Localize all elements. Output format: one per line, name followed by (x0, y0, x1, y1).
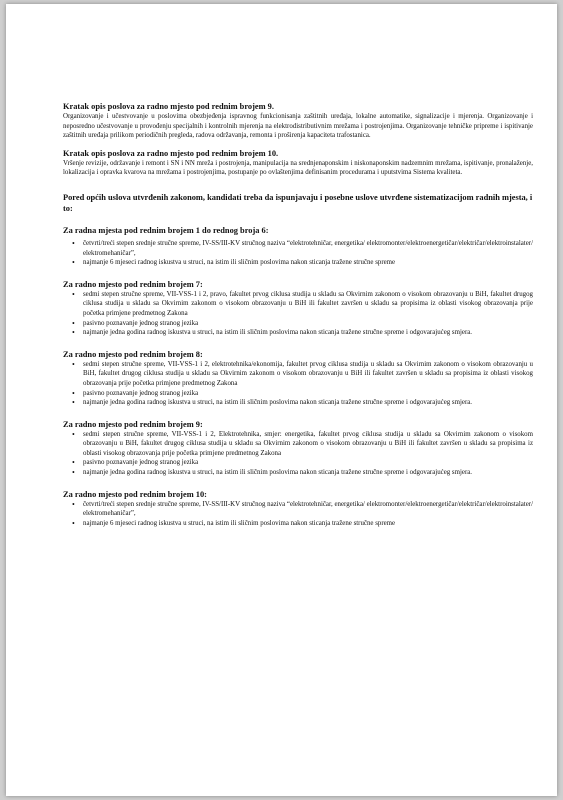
group-heading: Za radno mjesto pod rednim brojem 8: (63, 349, 203, 359)
list-item: • pasivno poznavanje jednog stranog jezika (83, 319, 533, 329)
section-text: Organizovanje i učestvovanje u poslovima obezbjeđenja ispravnog funkcionisanja zaštitnih uređaja, lokalne automatike, signalizacije i mjerenja. Organizovanje i neposredno učestvovanje u provođenju specijalnih i kontrolnih mjerenja na elektrodistributivnim mrežama i postrojenjima. Organizovanje tehničke pripreme i ispitivanje zaštitnih uređaja prilikom periodičnih pregleda, radova održavanja, remonta i proširenja kapaciteta trafostanica. (63, 113, 533, 140)
requirements-list (63, 290, 533, 338)
requirements-intro: Pored općih uslova utvrđenih zakonom, kandidati treba da ispunjavaju i posebne uslove utvrđene sistematizacijom radnih mjesta, i to: (63, 192, 533, 213)
section-text: Vršenje revizije, održavanje i remont i SN i NN mreža i postrojenja, manipulacija na srednjenaponskim i niskonaponskim nadzemnim mrežama, ispitivanje, pronalaženje, lokalizacija i opravka kvarova na mrežama i postrojenjima, postupanje po ovlaštenjima definisanim procedurama i uputstvima Sistema kvaliteta. (63, 159, 533, 177)
group-heading: Za radno mjesto pod rednim brojem 9: (63, 419, 203, 429)
document-body (63, 102, 533, 528)
requirements-list (63, 360, 533, 408)
list-item: • najmanje jedna godina radnog iskustva u struci, na istim ili sličnim poslovima nakon sticanja tražene stručne spreme i odgovarajućeg smjera. (83, 398, 533, 408)
section-heading: Kratak opis poslova za radno mjesto pod rednim brojem 9. (63, 102, 274, 111)
list-item: • najmanje jedna godina radnog iskustva u struci, na istim ili sličnim poslovima nakon sticanja tražene stručne spreme i odgovarajućeg smjera. (83, 468, 533, 478)
list-item: • četvrti/treći stepen srednje stručne spreme, IV-SS/III-KV stručnog naziva “elektrotehničar, energetika/ elektromonter/elektroenergetičar/električar/elektroinstalater/ elektromehaničar”, (83, 239, 533, 258)
list-item: • sedmi stepen stručne spreme, VII-VSS-1 i 2, elektrotehnika/ekonomija, fakultet prvog ciklusa studija u skladu sa Okvirnim zakonom o visokom obrazovanju u BiH, fakultet drugog ciklusa studija u skladu sa Okvirnim zakonom o visokom obrazovanju u BiH ili fakultet završen u skladu sa propisima iz oblasti visokog obrazovanja prije početka primjene predmetnog Zakona (83, 360, 533, 389)
list-item: • najmanje 6 mjeseci radnog iskustva u struci, na istim ili sličnim poslovima nakon sticanja tražene stručne spreme (83, 519, 533, 529)
list-item: • najmanje jedna godina radnog iskustva u struci, na istim ili sličnim poslovima nakon sticanja tražene stručne spreme i odgovarajućeg smjera. (83, 328, 533, 338)
requirements-list (63, 239, 533, 268)
group-heading: Za radna mjesta pod rednim brojem 1 do rednog broja 6: (63, 225, 269, 235)
group-heading: Za radno mjesto pod rednim brojem 10: (63, 489, 207, 499)
group-heading: Za radno mjesto pod rednim brojem 7: (63, 279, 203, 289)
list-item: • pasivno poznavanje jednog stranog jezika (83, 389, 533, 399)
list-item: • sedmi stepen stručne spreme, VII-VSS-1 i 2, Elektrotehnika, smjer: energetika, fakultet prvog ciklusa studija u skladu sa Okvirnim zakonom o visokom obrazovanju u BiH, fakultet drugog ciklusa studija u skladu sa Okvirnim zakonom o visokom obrazovanju u BiH ili fakultet završen u skladu sa propisima iz oblasti visokog obrazovanja prije početka primjene predmetnog Zakona (83, 430, 533, 459)
section-heading: Kratak opis poslova za radno mjesto pod rednim brojem 10. (63, 148, 279, 158)
list-item: • pasivno poznavanje jednog stranog jezika (83, 458, 533, 468)
list-item: • sedmi stepen stručne spreme, VII-VSS-1 i 2, pravo, fakultet prvog ciklusa studija u skladu sa Okvirnim zakonom o visokom obrazovanju u BiH, fakultet drugog ciklusa studija u skladu sa Okvirnim zakonom o visokom obrazovanju u BiH ili fakultet završen u skladu sa propisima iz oblasti visokog obrazovanja prije početka primjene predmetnog Zakona (83, 290, 533, 319)
requirements-list (63, 500, 533, 529)
document-page (6, 4, 557, 796)
list-item: • najmanje 6 mjeseci radnog iskustva u struci, na istim ili sličnim poslovima nakon sticanja tražene stručne spreme (83, 258, 533, 268)
requirements-list (63, 430, 533, 478)
list-item: • četvrti/treći stepen srednje stručne spreme, IV-SS/III-KV stručnog naziva “elektrotehničar, energetika/ elektromonter/elektroenergetičar/električar/elektroinstalater/ elektromehaničar”, (83, 500, 533, 519)
